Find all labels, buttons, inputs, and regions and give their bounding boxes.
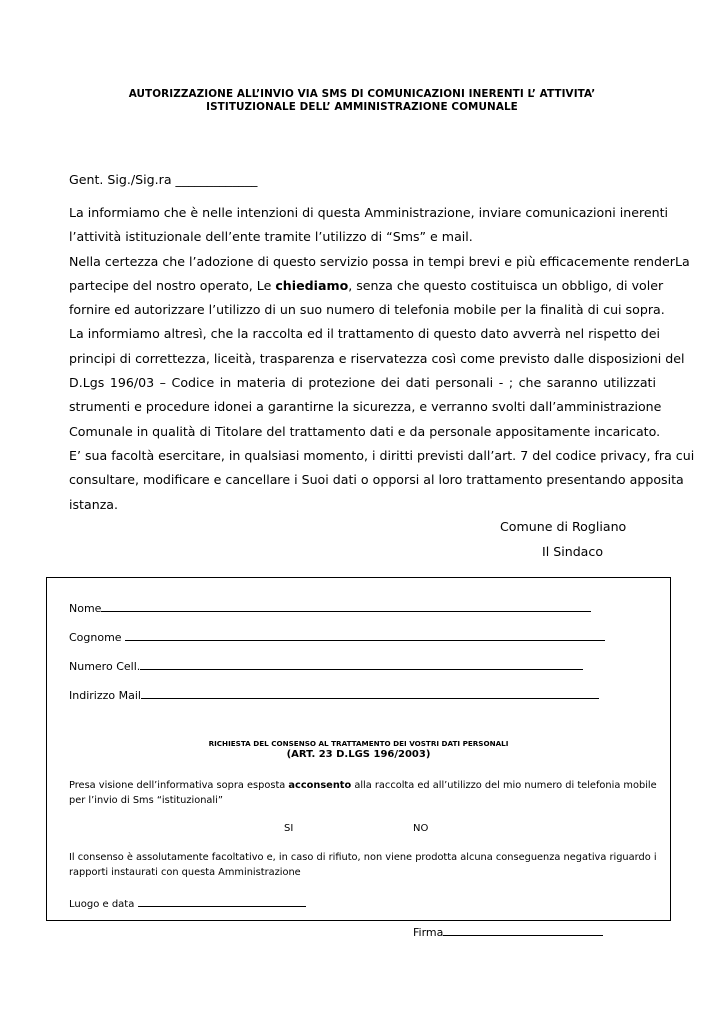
- document-title-line2: ISTITUZIONALE DELL’ AMMINISTRAZIONE COMUNALE: [206, 101, 518, 113]
- no-option[interactable]: NO: [413, 823, 429, 834]
- consent-note: [69, 851, 656, 880]
- nome-label: Nome: [69, 602, 102, 615]
- consent-line: [69, 779, 656, 794]
- firma-label: Firma: [413, 926, 444, 939]
- salutation: Gent. Sig./Sig.ra _____________: [69, 172, 258, 187]
- cell-input-line[interactable]: [140, 659, 583, 670]
- consent-subtitle: (ART. 23 D.LGS 196/2003): [286, 749, 431, 760]
- letter-line: principi di correttezza, liceità, trasparenza e riservatezza così come previsto dalle disposizioni del: [69, 350, 685, 366]
- letter-line: strumenti e procedure idonei a garantirne la sicurezza, e verranno svolti dall’amministrazione: [69, 399, 662, 415]
- mail-label: Indirizzo Mail: [69, 689, 141, 702]
- letter-line: [69, 274, 664, 298]
- si-option[interactable]: SI: [284, 823, 294, 834]
- emphasis-acconsento: acconsento: [288, 780, 352, 791]
- signature-municipality: Comune di Rogliano: [500, 519, 627, 534]
- firma-field[interactable]: [413, 925, 603, 939]
- firma-input-line[interactable]: [443, 925, 603, 936]
- signature-mayor: Il Sindaco: [542, 544, 604, 559]
- note-line: Il consenso è assolutamente facoltativo e, in caso di rifiuto, non viene prodotta alcuna conseguenza negativa riguardo i: [69, 852, 657, 863]
- letter-line: l’attività istituzionale dell’ente tramite l’utilizzo di “Sms” e mail.: [69, 229, 473, 245]
- consent-text-part: alla raccolta ed all’utilizzo del mio numero di telefonia mobile: [351, 780, 657, 791]
- cognome-label: Cognome: [69, 631, 126, 644]
- cell-field[interactable]: [69, 659, 583, 673]
- nome-field[interactable]: [69, 601, 591, 615]
- letter-text: , senza che questo costituisca un obbligo, di voler: [348, 277, 664, 293]
- luogo-data-label: Luogo e data: [69, 899, 138, 910]
- consent-line: per l’invio di Sms “istituzionali”: [69, 794, 223, 806]
- cognome-input-line[interactable]: [125, 630, 605, 641]
- letter-text: partecipe del nostro operato, Le: [69, 277, 276, 293]
- letter-line: D.Lgs 196/03 – Codice in materia di protezione dei dati personali - ; che saranno utilizzati: [69, 375, 656, 391]
- letter-body: [69, 201, 695, 517]
- nome-input-line[interactable]: [101, 601, 591, 612]
- letter-line: istanza.: [69, 496, 119, 512]
- consent-text-part: Presa visione dell’informativa sopra esposta: [69, 780, 289, 791]
- luogo-data-field[interactable]: [69, 896, 306, 910]
- consent-text: [69, 779, 656, 808]
- letter-line: Comunale in qualità di Titolare del trattamento dati e da personale appositamente incaricato.: [69, 423, 661, 439]
- emphasis-chiediamo: chiediamo: [275, 277, 349, 293]
- mail-field[interactable]: [69, 688, 599, 702]
- luogo-data-input-line[interactable]: [138, 896, 306, 907]
- consent-title: RICHIESTA DEL CONSENSO AL TRATTAMENTO DEI VOSTRI DATI PERSONALI: [208, 739, 509, 748]
- mail-input-line[interactable]: [141, 688, 599, 699]
- letter-line: La informiamo altresì, che la raccolta ed il trattamento di questo dato avverrà nel rispetto dei: [69, 326, 660, 342]
- document-title-line1: AUTORIZZAZIONE ALL’INVIO VIA SMS DI COMUNICAZIONI INERENTI L’ ATTIVITA’: [128, 88, 596, 100]
- note-line: rapporti instaurati con questa Amministrazione: [69, 866, 301, 878]
- letter-line: Nella certezza che l’adozione di questo servizio possa in tempi brevi e più efficacemente renderLa: [69, 253, 690, 269]
- cognome-field[interactable]: [69, 630, 605, 644]
- letter-line: fornire ed autorizzare l’utilizzo di un suo numero di telefonia mobile per la finalità di cui sopra.: [69, 302, 665, 318]
- letter-line: La informiamo che è nelle intenzioni di questa Amministrazione, inviare comunicazioni inerenti: [69, 205, 669, 220]
- consent-form: [46, 577, 671, 921]
- letter-line: E’ sua facoltà esercitare, in qualsiasi momento, i diritti previsti dall’art. 7 del codice privacy, fra cui: [69, 447, 695, 463]
- cell-label: Numero Cell.: [69, 660, 141, 673]
- letter-line: consultare, modificare e cancellare i Suoi dati o opporsi al loro trattamento presentando apposita: [69, 472, 684, 488]
